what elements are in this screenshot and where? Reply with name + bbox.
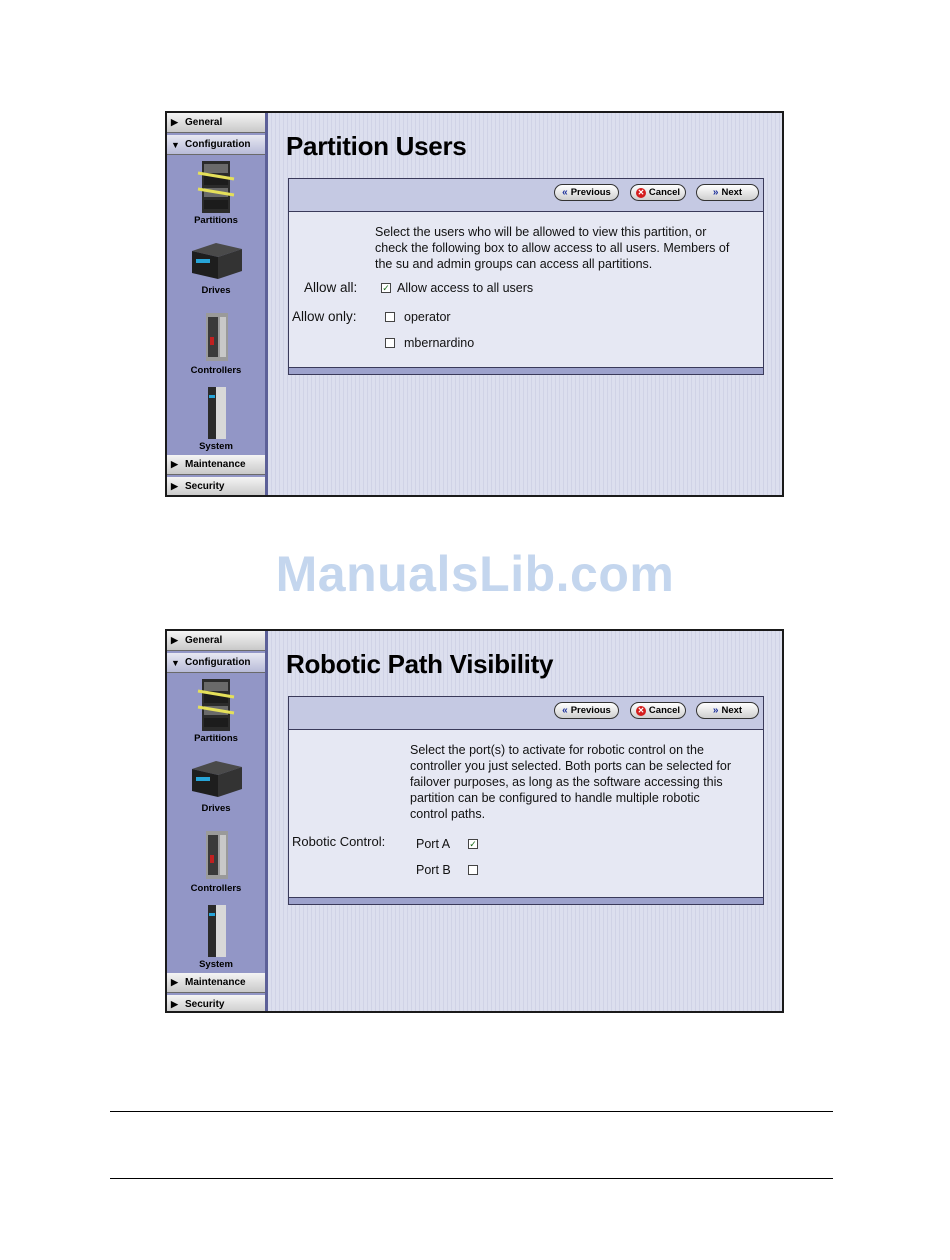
- nav-security-label: Security: [185, 481, 225, 492]
- next-button[interactable]: [696, 702, 759, 719]
- nav-item-drives[interactable]: [167, 757, 265, 814]
- cancel-icon: ✕: [637, 187, 645, 197]
- previous-button[interactable]: [554, 184, 619, 201]
- cancel-label: Cancel: [648, 187, 681, 198]
- nav-maintenance-label: Maintenance: [185, 459, 246, 470]
- wizard-panel: [288, 696, 764, 905]
- nav-item-controllers[interactable]: [167, 827, 265, 894]
- port-name: Port A: [416, 837, 451, 851]
- nav-general[interactable]: [167, 631, 265, 651]
- nav-maintenance[interactable]: [167, 455, 265, 475]
- instruction-line: control paths.: [410, 807, 486, 821]
- controller-icon: [196, 309, 236, 365]
- nav-configuration-label: Configuration: [185, 657, 251, 668]
- cancel-icon: ✕: [637, 705, 645, 715]
- partitions-icon: [196, 677, 236, 733]
- nav-maintenance-label: Maintenance: [185, 977, 246, 988]
- instruction-line: failover purposes, as long as the software accessing this: [410, 775, 723, 789]
- arrow-right-icon: ▶: [171, 977, 178, 987]
- instruction-line: controller you just selected. Both ports can be selected for: [410, 759, 732, 773]
- user-name: mbernardino: [404, 336, 475, 350]
- cancel-button[interactable]: [630, 702, 686, 719]
- double-right-icon: »: [712, 187, 719, 198]
- arrow-down-icon: ▼: [171, 657, 180, 668]
- arrow-down-icon: ▼: [171, 139, 180, 150]
- double-left-icon: «: [562, 187, 568, 198]
- panel-footer: [289, 897, 763, 904]
- main-content: [268, 631, 782, 1011]
- nav-configuration[interactable]: [167, 653, 265, 673]
- instruction-line: Select the users who will be allowed to view this partition, or: [375, 225, 707, 239]
- double-right-icon: »: [712, 705, 719, 716]
- next-label: Next: [721, 705, 743, 716]
- port-name: Port B: [416, 863, 451, 877]
- port-a-checkbox[interactable]: ✓: [469, 839, 477, 849]
- button-bar: [289, 179, 763, 212]
- divider-line: [110, 1178, 833, 1179]
- sidebar: [167, 113, 268, 495]
- nav-item-partitions[interactable]: [167, 677, 265, 744]
- port-b-checkbox[interactable]: [468, 865, 478, 875]
- nav-item-system[interactable]: [167, 385, 265, 452]
- nav-item-label: Partitions: [194, 215, 238, 226]
- arrow-right-icon: ▶: [171, 481, 178, 491]
- user-checkbox-mbernardino[interactable]: [385, 338, 395, 348]
- instruction-line: Select the port(s) to activate for robotic control on the: [410, 743, 704, 757]
- page-title: Partition Users: [286, 131, 467, 161]
- nav-item-label: System: [199, 441, 233, 452]
- screenshot-partition-users: [165, 111, 784, 497]
- partitions-icon: [196, 159, 236, 215]
- nav-item-label: Controllers: [190, 365, 242, 376]
- panel-footer: [289, 367, 763, 374]
- allow-all-checkbox[interactable]: ✓: [382, 283, 390, 293]
- previous-button[interactable]: [554, 702, 619, 719]
- allow-only-label: Allow only:: [292, 309, 357, 324]
- nav-security[interactable]: [167, 995, 265, 1013]
- sidebar: [167, 631, 268, 1011]
- drive-icon: [186, 239, 246, 285]
- system-icon: [196, 903, 236, 959]
- page-title: Robotic Path Visibility: [286, 649, 554, 679]
- arrow-right-icon: ▶: [171, 999, 178, 1009]
- nav-item-label: Drives: [201, 285, 231, 296]
- nav-item-label: Drives: [201, 803, 231, 814]
- cancel-label: Cancel: [648, 705, 681, 716]
- watermark: ManualsLib.com: [275, 546, 675, 602]
- nav-general-label: General: [185, 635, 223, 646]
- divider-line: [110, 1111, 833, 1112]
- previous-label: Previous: [570, 187, 611, 198]
- arrow-right-icon: ▶: [171, 117, 178, 127]
- nav-item-system[interactable]: [167, 903, 265, 970]
- nav-general-label: General: [185, 117, 223, 128]
- arrow-right-icon: ▶: [171, 635, 178, 645]
- cancel-button[interactable]: [630, 184, 686, 201]
- robotic-control-label: Robotic Control:: [292, 834, 386, 849]
- instruction-line: partition can be configured to handle multiple robotic: [410, 791, 700, 805]
- instructions: [375, 224, 729, 272]
- instruction-line: the su and admin groups can access all partitions.: [375, 257, 653, 271]
- main-content: [268, 113, 782, 495]
- nav-item-label: Partitions: [194, 733, 238, 744]
- nav-configuration-label: Configuration: [185, 139, 251, 150]
- next-label: Next: [721, 187, 743, 198]
- previous-label: Previous: [570, 705, 611, 716]
- instruction-line: check the following box to allow access to all users. Members of: [375, 241, 730, 255]
- nav-security-label: Security: [185, 999, 225, 1010]
- user-checkbox-operator[interactable]: [385, 312, 395, 322]
- nav-item-partitions[interactable]: [167, 159, 265, 226]
- button-bar: [289, 697, 763, 730]
- wizard-panel: [288, 178, 764, 375]
- arrow-right-icon: ▶: [171, 459, 178, 469]
- controller-icon: [196, 827, 236, 883]
- nav-maintenance[interactable]: [167, 973, 265, 993]
- instructions: [410, 742, 731, 822]
- nav-item-controllers[interactable]: [167, 309, 265, 376]
- allow-all-checkbox-label: Allow access to all users: [397, 281, 534, 295]
- nav-security[interactable]: [167, 477, 265, 497]
- drive-icon: [186, 757, 246, 803]
- double-left-icon: «: [562, 705, 568, 716]
- allow-all-label: Allow all:: [304, 280, 358, 295]
- system-icon: [196, 385, 236, 441]
- nav-item-label: System: [199, 959, 233, 970]
- user-name: operator: [404, 310, 451, 324]
- screenshot-robotic-path-visibility: [165, 629, 784, 1013]
- nav-item-label: Controllers: [190, 883, 242, 894]
- nav-configuration[interactable]: [167, 135, 265, 155]
- nav-general[interactable]: [167, 113, 265, 133]
- nav-item-drives[interactable]: [167, 239, 265, 296]
- next-button[interactable]: [696, 184, 759, 201]
